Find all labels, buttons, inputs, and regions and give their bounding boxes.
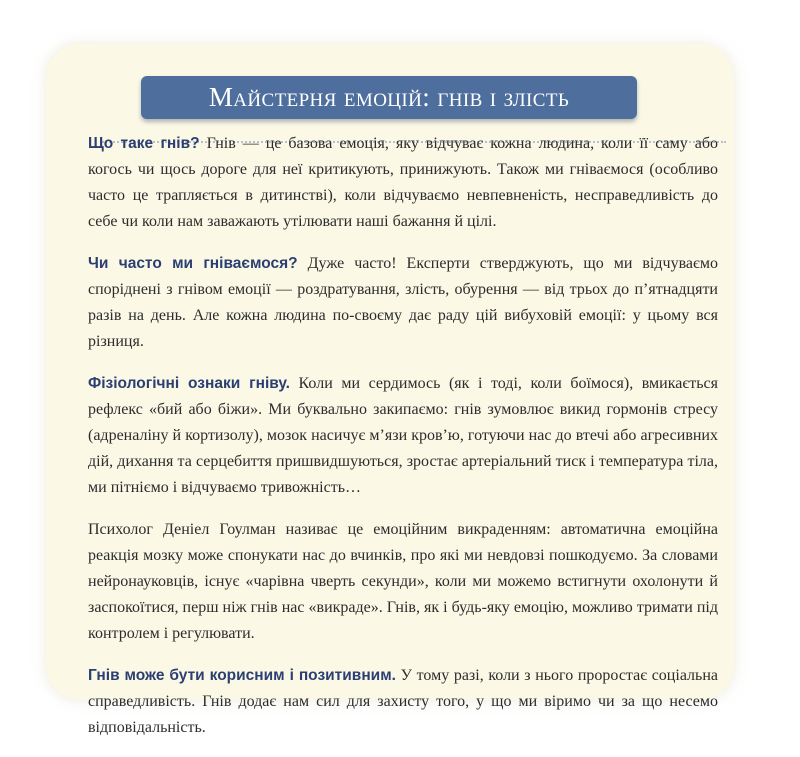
paragraph-lead: Гнів може бути корисним і позитивним. bbox=[88, 667, 396, 684]
paragraph-text: Гнів — це базова емоція, яку відчуває кожна людина, коли її саму або когось чи щось дороге для неї критикують, принижують. Також ми гніваємося (особливо часто це трапляється в дитинстві), коли відчуваємо невпевненість, несправедливість до себе чи коли нам заважають утілювати наші бажання й цілі. bbox=[88, 135, 718, 230]
paragraph-text: Дуже часто! Експерти стверджують, що ми відчуваємо споріднені з гнівом емоції — роздратування, злість, обурення — від трьох до п’ятнадцяти разів на день. Але кожна людина по-своєму дає раду цій вибуховій емоції: у цьому вся різниця. bbox=[88, 255, 719, 350]
paragraph-what-is-anger bbox=[88, 131, 718, 235]
paragraph-text: Коли ми сердимось (як і тоді, коли боїмося), вмикається рефлекс «бий або біжи». Ми буквально закипаємо: гнів зумовлює викид гормонів стресу (адреналіну й кортизолу), мозок насичує м’язи кров’ю, готуючи нас до втечі або агресивних дій, дихання та серцебиття пришвидшуються, зростає артеріальний тиск і температура тіла, ми пітніємо і відчуваємо тривожність… bbox=[88, 375, 718, 496]
paragraph-text: У тому разі, коли з нього проростає соціальна справедливість. Гнів додає нам сил для захисту того, у що ми віримо чи за що несемо відповідальність. bbox=[88, 667, 719, 736]
page-title: Майстерня емоцій: гнів і злість bbox=[208, 82, 570, 112]
paragraph-lead: Фізіологічні ознаки гніву. bbox=[88, 375, 290, 392]
paragraph-how-often bbox=[88, 251, 718, 355]
article-body bbox=[88, 131, 718, 757]
paragraph-useful-anger bbox=[88, 663, 718, 741]
paragraph-lead: Що таке гнів? bbox=[88, 135, 200, 152]
paragraph-goleman bbox=[88, 517, 718, 647]
paragraph-physiology bbox=[88, 371, 718, 501]
paragraph-lead: Чи часто ми гніваємося? bbox=[88, 255, 298, 272]
title-banner bbox=[141, 76, 637, 119]
paragraph-text: Психолог Деніел Гоулман називає це емоційним викраденням: автоматична емоційна реакція мозку може спонукати нас до вчинків, про які ми невдовзі пошкодуємо. За словами нейронауковців, існує «чарівна чверть секунди», коли ми можемо встигнути охолонути й заспокоїтися, перш ніж гнів нас «викраде». Гнів, як і будь-яку емоцію, можливо тримати під контролем і регулювати. bbox=[88, 521, 718, 642]
